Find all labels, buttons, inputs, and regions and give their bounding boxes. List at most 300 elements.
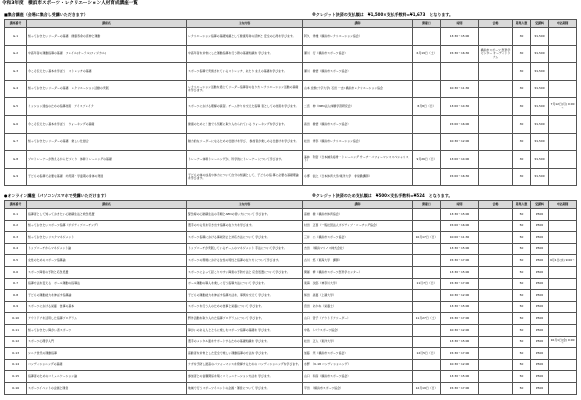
course-code: G-7 [5,133,27,151]
fee: ¥500 [531,301,549,313]
column-header: 講師 [303,20,413,28]
application-period [549,348,577,360]
column-header: 講座番号 [5,20,27,28]
capacity: 50 [513,278,531,290]
event-time: 13:30～15:00 [441,301,479,313]
event-date [413,255,441,267]
column-header: 講師 [303,201,413,209]
capacity: 50 [513,348,531,360]
lecturer: 関屋 修（横浜市スポーツ医科学センター） [303,266,413,278]
event-time: 10:30～12:00 [441,133,479,151]
table-row [5,80,577,98]
event-date [413,266,441,278]
capacity: 30 [513,151,531,169]
lecturer: 森田 健悟（横浜市スポーツ協会） [303,115,413,133]
column-header: 申込期間 [549,201,577,209]
lecturer: 古川 悠（東海大学 講師） [303,255,413,267]
fee: ¥1,500 [531,151,549,169]
capacity: 30 [513,98,531,116]
fee: ¥500 [531,243,549,255]
fee: ¥500 [531,371,549,383]
venue [479,63,513,81]
course-content: 子どもの体の成長や体力について自分の知識として、子どもの指 導に必要な基礎理論を学びます。 [187,168,303,186]
course-code: G-2 [5,45,27,63]
course-name: 指導者のためのコミュニケーション論 [27,371,187,383]
course-name: プロトレーナーが教えるからだづくり 体幹トレーニングの基礎 [27,151,187,169]
course-content: ボール運動の導入を楽しく行う指導方法について 学びます。 [187,278,303,290]
application-period [549,45,577,63]
column-header: 会場 [479,20,513,28]
fee: ¥1,500 [531,28,549,46]
venue [479,133,513,151]
venue [479,348,513,360]
capacity: 50 [513,220,531,232]
event-time: 15:00～16:30 [441,168,479,186]
lecturer: 加藤 実（横浜市スポーツ協会） [303,348,413,360]
lecturer: 阿久 秀雄（横浜市レクリエーション協会） [303,28,413,46]
table-row [5,382,577,394]
event-date: 12月5日（日） [413,348,441,360]
event-date [413,28,441,46]
course-name: 指導方法を変える ボール運動の指導法 [27,278,187,290]
application-period [549,301,577,313]
application-period [549,28,577,46]
course-content: トレーナー体幹トレーニングが、科学的にトレーナー について学びます。 [187,151,303,169]
capacity: 50 [513,336,531,348]
table-row [5,232,577,244]
course-content: スポーツの現場における女性の特性と指導の在り方 について学びます。 [187,255,303,267]
course-code: O-9 [5,301,27,313]
venue [479,290,513,302]
fee: ¥1,500 [531,168,549,186]
course-name: 知っておきたいリーダーの基礎 楽しい仕掛合 [27,133,187,151]
lecturer: 柴田 美嘉（上越大学） [303,290,413,302]
application-period [549,168,577,186]
course-content: ケガを予防し最高のパフォーマンスを発揮するための コンディショニングを学びます。 [187,359,303,371]
course-code: O-3 [5,232,27,244]
course-content: 中高年者を対象にした運動指導を行う際の基礎知識を 学びます。 [187,45,303,63]
venue [479,301,513,313]
table-row [5,348,577,360]
lecturer: 山口 哲子（アウトドアリーダー） [303,313,413,325]
capacity: 50 [513,371,531,383]
venue [479,168,513,186]
column-header: 開催日 [413,20,441,28]
table-row [5,63,577,81]
venue [479,255,513,267]
capacity: 30 [513,168,531,186]
lecturer: 瀬川 健悟（横浜市スポーツ協会） [303,63,413,81]
course-content: スポーツによって起こりやすい障害の予防方法と 応急処置について学びます。 [187,266,303,278]
application-period [549,243,577,255]
fee: ¥1,500 [531,63,549,81]
section1-header-row [5,20,577,28]
column-header: 講座番号 [5,201,27,209]
column-header: 募集人数 [513,20,531,28]
event-date [413,336,441,348]
application-period: 7月12日(月) 9:00～ [549,98,577,116]
course-content: 障がいのある人とともに楽しむスポーツ指導の基礎を 学びます。 [187,324,303,336]
course-content: 野外活動を取り入れた指導プログラムについて 学びます。 [187,313,303,325]
event-time: 15:30～17:00 [441,278,479,290]
lecturer: 宮田 あかね（栄養士） [303,301,413,313]
fee: ¥500 [531,359,549,371]
capacity: 50 [513,209,531,221]
event-date: 9月26日（日） [413,151,441,169]
event-time: 15:30～17:00 [441,313,479,325]
column-header: 主な内容 [187,201,303,209]
fee: ¥500 [531,209,549,221]
fee: ¥1,500 [531,115,549,133]
venue [479,243,513,255]
course-content: レクリエーション指導の基礎知識として健康寿命の延伸と 安全の心得を学びます。 [187,28,303,46]
application-period [549,278,577,290]
capacity: 30 [513,80,531,98]
event-time: 13:30～15:00 [441,336,479,348]
venue [479,209,513,221]
capacity: 50 [513,255,531,267]
fee: ¥500 [531,266,549,278]
course-code: O-12 [5,336,27,348]
application-period: 10月1日(金) 9:00～ [549,336,577,348]
course-content: 子どもの運動能力を伸ばす指導方法を、事例を交えて 学びます。 [187,290,303,302]
venue [479,382,513,394]
course-name: 女性のためのスポーツ指導論 [27,255,187,267]
fee: ¥500 [531,348,549,360]
application-period: 9月1日(水) 9:00～ [549,255,577,267]
event-date [413,290,441,302]
course-name: 子どもの指導で必要な基礎 幼児期・学童期の身体の発達 [27,168,187,186]
event-time: 15:30～17:00 [441,255,479,267]
lecturer: 村田 正喜（一般社団法人ポジティブ・コーチング協会） [303,220,413,232]
table-row [5,151,577,169]
course-name: 知っておきたいリスクマネジメント [27,232,187,244]
course-content: 高齢者を対象とした安全で楽しい運動指導の方法を 学びます。 [187,348,303,360]
course-content: 健康のために！誰でも気軽に取り入れられている ウォーキングを学びます。 [187,115,303,133]
course-content: スポーツにおける理解の演習。チーム作りを交えた指導 者としての技術を学びます。 [187,98,303,116]
course-code: O-1 [5,209,27,221]
table-row [5,98,577,116]
capacity: 50 [513,301,531,313]
venue [479,359,513,371]
capacity: 30 [513,28,531,46]
fee: ¥500 [531,313,549,325]
course-code: G-9 [5,168,27,186]
capacity: 50 [513,290,531,302]
course-code: O-7 [5,278,27,290]
course-name: 今こそ伝えたい基本を学ぼう ウォーキングの基礎 [27,115,187,133]
section2-table [4,200,577,395]
course-code: G-8 [5,151,27,169]
course-code: O-14 [5,359,27,371]
lecturer: 吉田 （横浜マリノス株式会社） [303,243,413,255]
course-content: レクリエーション活動を通じてリーダー指導者の在り方 レクリエーション活動の基礎を学びます。 [187,80,303,98]
event-time: 15:00～16:00 [441,220,479,232]
table-row [5,28,577,46]
course-name: 知っておきたいリーダーの基礎 レクリエーション活動の実践 [27,80,187,98]
application-period [549,209,577,221]
course-content: 緊急時の心肺蘇生法の手順とAEDの使い方について 学びます。 [187,209,303,221]
event-date [413,63,441,81]
course-name: コンディショニングの基礎 [27,359,187,371]
column-header: 受講料 [531,201,549,209]
section1-fee-note: ※クレジット決済の支払額は ¥1,500×支払手数料=¥1,673 となります。 [312,12,454,17]
application-period [549,232,577,244]
capacity: 30 [513,115,531,133]
course-code: O-6 [5,266,27,278]
application-period [549,359,577,371]
lecturer: 松田 秀奈（横浜市レクリエーション協会） [303,133,413,151]
lecturer: 小郷 信之（日本体育大学/東洋大学 非常勤講師） [303,168,413,186]
table-row [5,324,577,336]
course-code: G-5 [5,98,27,116]
column-header: 開催日 [413,201,441,209]
lecturer: 高橋 健（横浜市体育協会） [303,209,413,221]
venue [479,278,513,290]
lecturer: 中島 （パラスポーツ協会） [303,324,413,336]
course-code: O-16 [5,382,27,394]
event-date [413,324,441,336]
course-code: O-15 [5,371,27,383]
course-code: G-1 [5,28,27,46]
section2-header [4,193,577,200]
event-date [413,115,441,133]
section2-fee-note: ※クレジット決済のため支払額は ¥500×支払手数料=¥524 となります。 [312,193,453,198]
section2-label: ●オンライン講座（パソコン/スマホで受講いただけます） [4,193,109,198]
column-header: 講座名 [27,201,187,209]
application-period [549,324,577,336]
table-row [5,336,577,348]
course-name: シニア世代の運動指導 [27,348,187,360]
application-period [549,220,577,232]
capacity: 50 [513,324,531,336]
course-content: 選手のメンタル面をサポートするための基礎知識を 学びます。 [187,336,303,348]
event-date: 12月19日（日） [413,382,441,394]
course-name: 知っておきたいスポーツ指導（ポジティブコーチング） [27,220,187,232]
event-time: 10:30～12:00 [441,290,479,302]
course-name: 子どもの運動能力を伸ばす指導論 [27,290,187,302]
fee: ¥500 [531,278,549,290]
section1-table [4,19,577,186]
table-row [5,278,577,290]
venue [479,336,513,348]
fee: ¥1,500 [531,98,549,116]
table-row [5,313,577,325]
venue [479,151,513,169]
event-date [413,133,441,151]
table-row [5,209,577,221]
table-row [5,45,577,63]
lecturer: 山本 逆教(十字大学) 石田 一吉/ 横浜市レクリエーション協会 [303,80,413,98]
event-time: 13:30～15:00 [441,28,479,46]
capacity: 50 [513,359,531,371]
event-time: 15:30～16:30 [441,45,479,63]
course-content: 参加者との信頼関係を築くコミュニケーション方法を 学びます。 [187,371,303,383]
course-name: スポーツ心理学入門 [27,336,187,348]
application-period [549,382,577,394]
course-code: O-2 [5,220,27,232]
course-name: アウトドアを活用した指導プログラム [27,313,187,325]
course-name: スポーツにおける栄養 食事の基本 [27,301,187,313]
column-header: 主な内容 [187,20,303,28]
venue [479,313,513,325]
course-name: 中高年者の運動指導の基礎 フレイル(オーラル)フィジカル) [27,45,187,63]
lecturer: 二宮 伸（NPO法人体験学習研究会） [303,98,413,116]
course-name: ミッション達成のための指導技術 アイスブレイク [27,98,187,116]
column-header: 時間 [441,201,479,209]
capacity: 30 [513,63,531,81]
fee: ¥1,500 [531,80,549,98]
event-time: 10:30～11:30 [441,80,479,98]
venue [479,232,513,244]
table-row [5,168,577,186]
course-content: 選手のやる気を引き出す指導の在り方を学びます。 [187,220,303,232]
fee: ¥500 [531,232,549,244]
application-period [549,80,577,98]
application-period [549,115,577,133]
event-date: 8月8日（日） [413,98,441,116]
lecturer: 三井 公（横浜市スポーツ協会） [303,232,413,244]
event-time: 13:30～15:00 [441,209,479,221]
fee: ¥500 [531,336,549,348]
event-date [413,301,441,313]
event-time: 13:00～14:00 [441,151,479,169]
event-time: 10:30～12:00 [441,324,479,336]
event-date [413,359,441,371]
fee: ¥1,500 [531,45,549,63]
event-time: 15:30～17:00 [441,382,479,394]
course-name: スポーツイベントの企画と運営 [27,382,187,394]
section2-header-row [5,201,577,209]
capacity: 50 [513,382,531,394]
course-content: 魅力的なリーダーになるための仕掛けを学び、 参加者が楽しめる仕掛けを学びます。 [187,133,303,151]
venue [479,80,513,98]
venue [479,371,513,383]
capacity: 50 [513,243,531,255]
section1-header [4,12,577,19]
capacity: 50 [513,266,531,278]
fee: ¥500 [531,324,549,336]
capacity: 50 [513,313,531,325]
course-code: O-10 [5,313,27,325]
capacity: 50 [513,232,531,244]
table-row [5,255,577,267]
event-time: 13:30～15:00 [441,243,479,255]
application-period [549,266,577,278]
column-header: 会場 [479,201,513,209]
course-code: O-11 [5,324,27,336]
application-period [549,290,577,302]
venue [479,98,513,116]
event-date: 11月27日（土） [413,313,441,325]
lecturer: 東海 次郎（神奈川大学） [303,278,413,290]
venue [479,266,513,278]
venue: 横浜市スポーツ 医科学センター オーディトリ アム [479,45,513,63]
course-code: G-4 [5,80,27,98]
event-date: 11月7日（日） [413,278,441,290]
table-row [5,359,577,371]
column-header: 募集人数 [513,201,531,209]
lecturer: 松田 正人（東洋大学） [303,336,413,348]
table-row [5,220,577,232]
course-name: 指導者として知っておきたい心肺蘇生法と救急処置 [27,209,187,221]
table-row [5,266,577,278]
application-period [549,151,577,169]
course-code: O-4 [5,243,27,255]
capacity: 30 [513,133,531,151]
event-date [413,220,441,232]
course-content: スポーツを行う人のための食事と栄養について 学びます。 [187,301,303,313]
application-period [549,133,577,151]
column-header: 時間 [441,20,479,28]
fee: ¥500 [531,255,549,267]
course-code: G-6 [5,115,27,133]
venue [479,115,513,133]
event-date: 10月17日（日） [413,232,441,244]
fee: ¥1,500 [531,133,549,151]
application-period [549,313,577,325]
lecturer: 漆林 利宮（日本鍼灸接骨・トレーニング サーチ・パフォーマンススペシャリスト） [303,151,413,169]
course-code: G-3 [5,63,27,81]
table-row [5,243,577,255]
course-name: 知っておきたいリーダーの基礎 健康寿命の延伸と運動 [27,28,187,46]
lecturer: 瀬川 行（横浜市スポーツ協会） [303,45,413,63]
table-row [5,133,577,151]
event-time: 10:00～11:30 [441,232,479,244]
course-code: O-5 [5,255,27,267]
venue [479,220,513,232]
event-time: 15:30～17:00 [441,348,479,360]
table-row [5,371,577,383]
fee: ¥500 [531,220,549,232]
event-time: 15:00～16:00 [441,115,479,133]
event-date [413,80,441,98]
venue [479,28,513,46]
event-time: 13:00～14:30 [441,98,479,116]
lecturer: 水野 （U-18 コンディショニング） [303,359,413,371]
course-content: スポーツ指導で実施されているストレッチ、あたり まえの基礎を学びます。 [187,63,303,81]
course-name: スポーツ障害の予防と応急処置 [27,266,187,278]
application-period [549,63,577,81]
lecturer: 山口 和彦（横浜市スポーツ協会） [303,371,413,383]
course-name: トップコーチからマネジメント論 [27,243,187,255]
fee: ¥500 [531,382,549,394]
course-code: O-13 [5,348,27,360]
venue [479,324,513,336]
course-code: O-8 [5,290,27,302]
application-period [549,371,577,383]
event-time: 13:30～15:00 [441,266,479,278]
event-date [413,243,441,255]
event-date [413,209,441,221]
event-time: 13:30～15:00 [441,371,479,383]
table-row [5,115,577,133]
event-date: 6月19日（土） [413,45,441,63]
column-header: 講座名 [27,20,187,28]
course-content: 地域で行うスポーツイベントの企画・運営について 学びます。 [187,382,303,394]
capacity: 30 [513,45,531,63]
event-date [413,371,441,383]
course-content: トップコーチが実践しているチームのマネジメント 手法について学びます。 [187,243,303,255]
column-header: 受講料 [531,20,549,28]
column-header: 申込期間 [549,20,577,28]
section1-label: ■集合講座（会場に集合し受講いただきます） [4,12,88,17]
fee: ¥500 [531,290,549,302]
course-name: 今こそ伝えたい基本を学ぼう ストレッチの基礎 [27,63,187,81]
event-time: 10:30～12:00 [441,359,479,371]
lecturer: 平田 （横浜市スポーツ協会） [303,382,413,394]
table-row [5,290,577,302]
